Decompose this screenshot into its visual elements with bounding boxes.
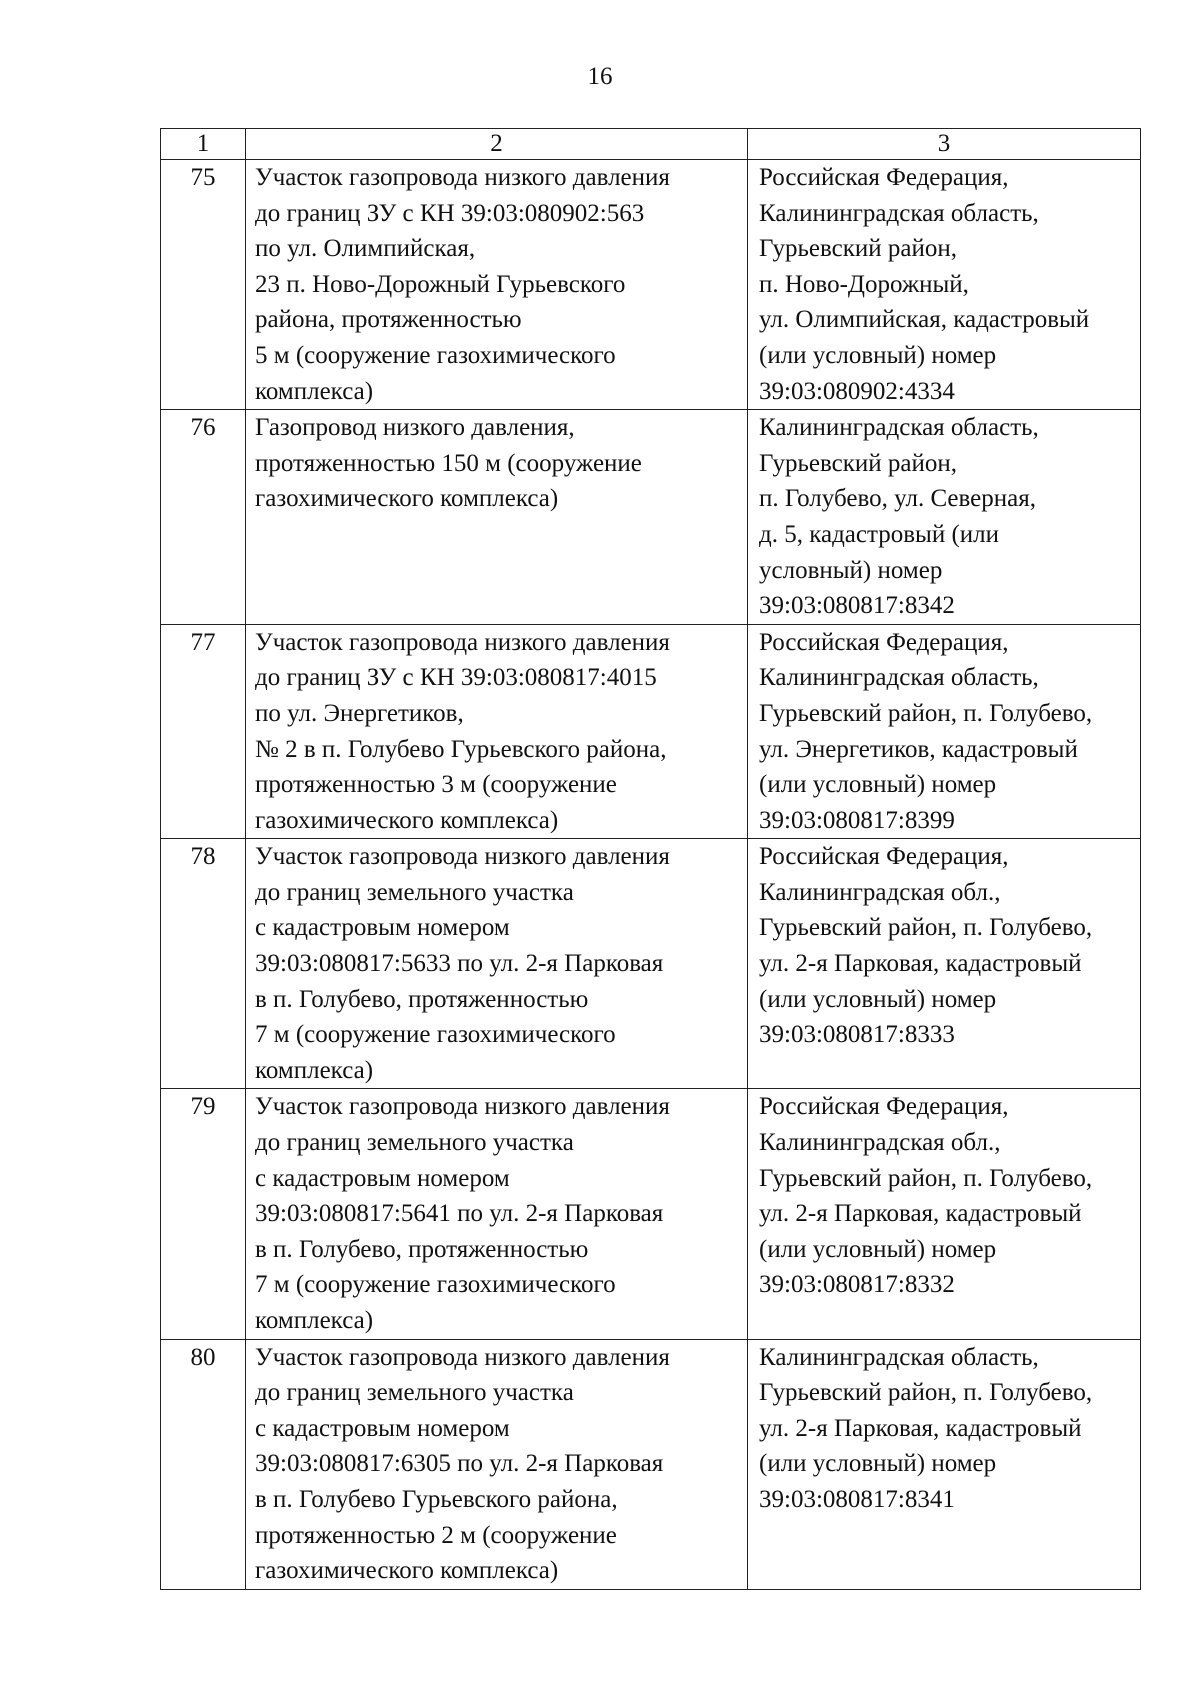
address-line: 39:03:080817:8333 [759, 1021, 955, 1049]
description-line: № 2 в п. Голубево Гурьевского района, [255, 735, 667, 763]
address-line: (или условный) номер [759, 1450, 997, 1478]
table-row [161, 1089, 1141, 1339]
description-line: по ул. Энергетиков, [255, 699, 464, 727]
objects-table [160, 128, 1141, 1590]
description-line: 39:03:080817:5633 по ул. 2-я Парковая [255, 950, 664, 978]
address-line: (или условный) номер [759, 1235, 997, 1263]
description-line: до границ ЗУ с КН 39:03:080817:4015 [255, 664, 657, 692]
row-number: 80 [161, 1339, 246, 1589]
description-line: по ул. Олимпийская, [255, 235, 476, 263]
row-number: 77 [161, 624, 246, 839]
description-line: 23 п. Ново-Дорожный Гурьевского [255, 270, 626, 298]
row-number: 79 [161, 1089, 246, 1339]
address-line: Гурьевский район, п. Голубево, [759, 1164, 1093, 1192]
description-line: до границ земельного участка [255, 1379, 574, 1407]
address-line: 39:03:080902:4334 [759, 377, 955, 405]
column-header-3: 3 [748, 129, 1141, 160]
table-row [161, 1339, 1141, 1589]
address-line: Гурьевский район, [759, 235, 958, 263]
description-line: в п. Голубево, протяженностью [255, 985, 589, 1013]
description-line: 39:03:080817:6305 по ул. 2-я Парковая [255, 1450, 664, 1478]
address-line: (или условный) номер [759, 341, 997, 369]
address-line: ул. Олимпийская, кадастровый [759, 306, 1090, 334]
address-line: Калининградская область, [759, 1343, 1039, 1371]
object-address-cell [748, 839, 1141, 1089]
table-row [161, 624, 1141, 839]
column-header-2: 2 [246, 129, 748, 160]
address-line: Гурьевский район, [759, 449, 958, 477]
row-number: 75 [161, 160, 246, 410]
object-address-cell [748, 160, 1141, 410]
description-line: комплекса) [255, 1056, 374, 1084]
description-line: комплекса) [255, 377, 374, 405]
address-line: Российская Федерация, [759, 164, 1009, 191]
page-number: 16 [587, 63, 613, 90]
table-body [161, 160, 1141, 1590]
table-row [161, 160, 1141, 410]
object-description-cell [246, 1089, 748, 1339]
address-line: Российская Федерация, [759, 628, 1009, 656]
description-line: газохимического комплекса) [255, 1557, 559, 1585]
address-line: ул. 2-я Парковая, кадастровый [759, 1414, 1082, 1442]
description-line: Участок газопровода низкого давления [255, 164, 670, 191]
object-description-cell [246, 160, 748, 410]
description-line: газохимического комплекса) [255, 806, 559, 834]
object-description-cell [246, 410, 748, 625]
description-line: 39:03:080817:5641 по ул. 2-я Парковая [255, 1200, 664, 1228]
object-address-cell [748, 624, 1141, 839]
address-line: 39:03:080817:8341 [759, 1485, 955, 1513]
address-line: Калининградская область, [759, 664, 1039, 692]
address-line: Гурьевский район, п. Голубево, [759, 699, 1093, 727]
address-line: Гурьевский район, п. Голубево, [759, 914, 1093, 942]
table-row [161, 410, 1141, 625]
object-description-cell [246, 839, 748, 1089]
address-line: Калининградская обл., [759, 878, 1001, 906]
description-line: с кадастровым номером [255, 1164, 510, 1192]
address-line: условный) номер [759, 556, 943, 584]
description-line: района, протяженностью [255, 306, 522, 334]
object-address-cell [748, 1339, 1141, 1589]
address-line: ул. Энергетиков, кадастровый [759, 735, 1078, 763]
address-line: 39:03:080817:8332 [759, 1271, 955, 1299]
address-line: Российская Федерация, [759, 843, 1009, 871]
column-header-1: 1 [161, 129, 246, 160]
address-line: 39:03:080817:8399 [759, 806, 955, 834]
object-address-cell [748, 1089, 1141, 1339]
description-line: 7 м (сооружение газохимического [255, 1021, 616, 1049]
description-line: протяженностью 3 м (сооружение [255, 771, 617, 799]
object-description-cell [246, 1339, 748, 1589]
address-line: ул. 2-я Парковая, кадастровый [759, 950, 1082, 978]
description-line: с кадастровым номером [255, 914, 510, 942]
description-line: 7 м (сооружение газохимического [255, 1271, 616, 1299]
description-line: Газопровод низкого давления, [255, 414, 575, 442]
table-header-row [161, 129, 1141, 160]
description-line: до границ земельного участка [255, 1129, 574, 1157]
description-line: 5 м (сооружение газохимического [255, 341, 616, 369]
description-line: в п. Голубево Гурьевского района, [255, 1485, 618, 1513]
row-number: 78 [161, 839, 246, 1089]
object-address-cell [748, 410, 1141, 625]
description-line: до границ ЗУ с КН 39:03:080902:563 [255, 199, 645, 227]
address-line: (или условный) номер [759, 771, 997, 799]
address-line: Российская Федерация, [759, 1093, 1009, 1121]
description-line: в п. Голубево, протяженностью [255, 1235, 589, 1263]
description-line: газохимического комплекса) [255, 485, 559, 513]
address-line: (или условный) номер [759, 985, 997, 1013]
description-line: протяженностью 2 м (сооружение [255, 1521, 617, 1549]
address-line: 39:03:080817:8342 [759, 592, 955, 620]
address-line: д. 5, кадастровый (или [759, 520, 1000, 548]
address-line: п. Голубево, ул. Северная, [759, 485, 1037, 513]
address-line: Калининградская область, [759, 199, 1039, 227]
object-description-cell [246, 624, 748, 839]
table-row [161, 839, 1141, 1089]
description-line: Участок газопровода низкого давления [255, 843, 670, 871]
description-line: с кадастровым номером [255, 1414, 510, 1442]
address-line: п. Ново-Дорожный, [759, 270, 969, 298]
address-line: Калининградская область, [759, 414, 1039, 442]
description-line: до границ земельного участка [255, 878, 574, 906]
description-line: Участок газопровода низкого давления [255, 1343, 670, 1371]
address-line: Калининградская обл., [759, 1129, 1001, 1157]
row-number: 76 [161, 410, 246, 625]
description-line: Участок газопровода низкого давления [255, 628, 670, 656]
address-line: Гурьевский район, п. Голубево, [759, 1379, 1093, 1407]
description-line: Участок газопровода низкого давления [255, 1093, 670, 1121]
description-line: протяженностью 150 м (сооружение [255, 449, 642, 477]
description-line: комплекса) [255, 1307, 374, 1334]
address-line: ул. 2-я Парковая, кадастровый [759, 1200, 1082, 1228]
